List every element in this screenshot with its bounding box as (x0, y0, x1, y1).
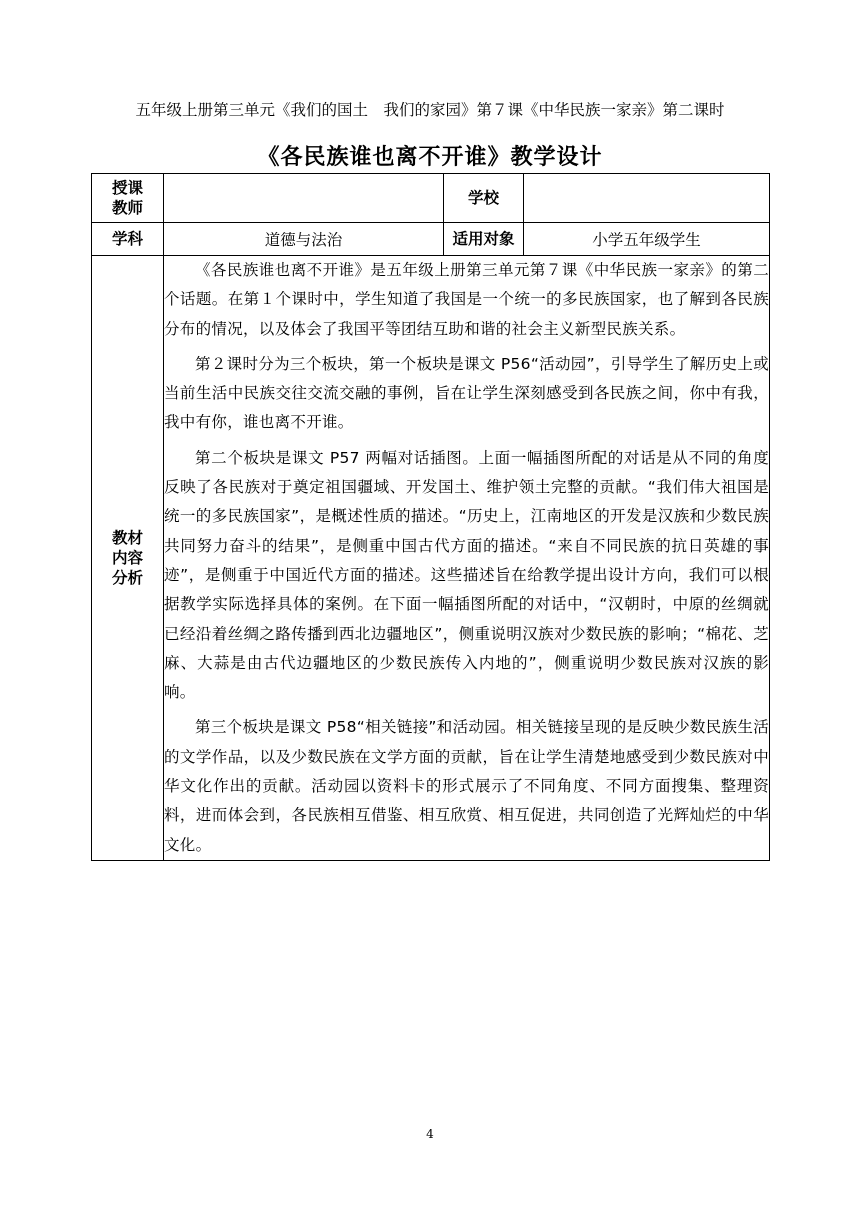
teacher-value (164, 174, 444, 223)
page-number: 4 (426, 1127, 434, 1141)
lesson-info-table (91, 173, 770, 861)
analysis-paragraph-2: 第２课时分为三个板块，第一个板块是课文 P56“活动园”，引导学生了解历史上或当前生活中民族交往交流交融的事例，旨在让学生深刻感受到各民族之间，你中有我，我中有你，谁也离不开谁。 (164, 354, 769, 432)
audience-value: 小学五年级学生 (524, 223, 770, 256)
subject-label: 学科 (92, 223, 164, 256)
analysis-label: 教材 内容 分析 (92, 256, 164, 861)
analysis-paragraph-3: 第二个板块是课文 P57 两幅对话插图。上面一幅插图所配的对话是从不同的角度反映了各民族对于奠定祖国疆域、开发国土、维护领土完整的贡献。“我们伟大祖国是统一的多民族国家”，是概述性质的描述。“历史上，江南地区的开发是汉族和少数民族共同努力奋斗的结果”，是侧重中国古代方面的描述。“来自不同民族的抗日英雄的事迹”，是侧重于中国近代方面的描述。这些描述旨在给教学提出设计方向，我们可以根据教学实际选择具体的案例。在下面一幅插图所配的对话中，“汉朝时，中原的丝绸就已经沿着丝绸之路传播到西北边疆地区”，侧重说明汉族对少数民族的影响；“棉花、芝麻、大蒜是由古代边疆地区的少数民族传入内地的”，侧重说明少数民族对汉族的影响。 (164, 448, 769, 702)
lesson-subtitle: 五年级上册第三单元《我们的国土 我们的家园》第７课《中华民族一家亲》第二课时 (135, 101, 725, 119)
school-label: 学校 (444, 174, 524, 223)
school-value (524, 174, 770, 223)
audience-label: 适用对象 (444, 223, 524, 256)
table-row-teacher (92, 174, 770, 223)
analysis-content (164, 256, 770, 861)
analysis-paragraph-1: 《各民族谁也离不开谁》是五年级上册第三单元第７课《中华民族一家亲》的第二个话题。在第１个课时中，学生知道了我国是一个统一的多民族国家，也了解到各民族分布的情况，以及体会了我国平等团结互助和谐的社会主义新型民族关系。 (164, 261, 769, 338)
document-title: 《各民族谁也离不开谁》教学设计 (257, 145, 603, 170)
table-row-subject (92, 223, 770, 256)
table-row-analysis (92, 256, 770, 861)
teacher-label: 授课 教师 (92, 174, 164, 223)
analysis-paragraph-4: 第三个板块是课文 P58“相关链接”和活动园。相关链接呈现的是反映少数民族生活的文学作品，以及少数民族在文学方面的贡献，旨在让学生清楚地感受到少数民族对中华文化作出的贡献。活动园以资料卡的形式展示了不同角度、不同方面搜集、整理资料，进而体会到，各民族相互借鉴、相互欣赏、相互促进，共同创造了光辉灿烂的中华文化。 (164, 718, 769, 854)
subject-value: 道德与法治 (164, 223, 444, 256)
